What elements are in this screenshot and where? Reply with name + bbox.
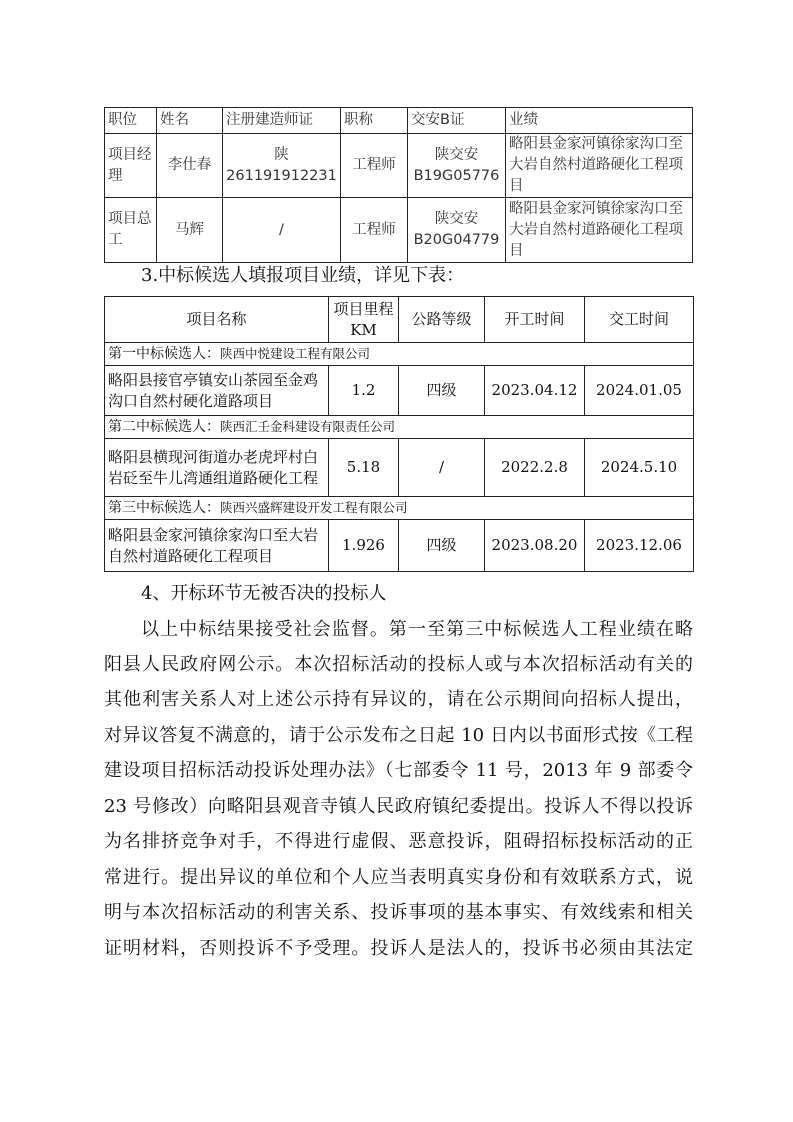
header-cell: 开工时间 [485,297,585,343]
paragraph-line: 23 号修改）向略阳县观音寺镇人民政府镇纪委提出。投诉人不得以投诉 [104,796,693,817]
start-date-cell: 2023.04.12 [485,366,585,416]
name-cell: 李仕春 [157,134,223,198]
project-name-cell: 略阳县金家河镇徐家沟口至大岩自然村道路硬化工程项目 [105,520,329,572]
header-cell: 职称 [341,108,408,134]
candidate-label: 第三中标候选人： [108,500,220,516]
start-date-cell: 2023.08.20 [485,520,585,572]
section-4-heading: 4、开标环节无被否决的投标人 [141,583,387,604]
table-header-row [105,297,694,343]
b-cert-prefix: 陕交安 [434,211,479,227]
project-name-cell: 略阳县接官亭镇安山茶园至金鸡沟口自然村硬化道路项目 [105,366,329,416]
b-cert-cell [408,134,506,198]
km-cell: 1.2 [329,366,399,416]
candidate-company: 陕西中悦建设工程有限公司 [220,346,371,361]
cert-cell [223,198,341,263]
candidate-row [105,343,694,366]
candidate-row [105,497,694,520]
candidate-company: 陕西兴盛辉建设开发工程有限公司 [220,500,408,515]
b-cert-prefix: 陕交安 [434,146,479,163]
position-cell: 项目经理 [105,134,157,198]
km-cell: 5.18 [329,439,399,497]
candidate-cell [105,497,694,520]
project-name-cell: 略阳县横现河街道办老虎坪村白岩砭至牛儿湾通组道路硬化工程 [105,439,329,497]
cert-prefix: 陕 [274,146,289,163]
title-cell: 工程师 [341,198,408,263]
candidate-row [105,416,694,439]
paragraph-line: 为名排挤竞争对手，不得进行虚假、恶意投诉，阻碍招标投标活动的正 [104,831,693,852]
header-cell: 注册建造师证 [223,108,341,134]
table-row [105,198,693,263]
header-cell: 职位 [105,108,157,134]
cert-number: 261191912231 [226,167,337,184]
candidate-label: 第二中标候选人： [108,419,220,435]
table-row [105,134,693,198]
paragraph-line: 阳县人民政府网公示。本次招标活动的投标人或与本次招标活动有关的 [104,654,693,675]
table-row [105,439,694,497]
candidate-company: 陕西汇壬金科建设有限责任公司 [220,419,396,434]
header-cell: 项目里程KM [329,297,399,343]
b-cert-number: B19G05776 [413,167,500,184]
grade-cell: / [399,439,485,497]
performance-cell: 略阳县金家河镇徐家沟口至大岩自然村道路硬化工程项目 [506,198,693,263]
start-date-cell: 2022.2.8 [485,439,585,497]
cert-cell [223,134,341,198]
b-cert-number: B20G04779 [413,232,500,248]
candidate-label: 第一中标候选人： [108,346,220,362]
paragraph-line: 对异议答复不满意的，请于公示发布之日起 10 日内以书面形式按《工程 [104,725,693,746]
paragraph-line: 其他利害关系人对上述公示持有异议的，请在公示期间向招标人提出， [104,689,693,710]
performance-cell: 略阳县金家河镇徐家沟口至大岩自然村道路硬化工程项目 [506,134,693,198]
grade-cell: 四级 [399,366,485,416]
end-date-cell: 2024.01.05 [585,366,694,416]
candidate-cell [105,416,694,439]
paragraph-line: 以上中标结果接受社会监督。第一至第三中标候选人工程业绩在略 [141,619,693,640]
header-cell: 姓名 [157,108,223,134]
header-cell: 业绩 [506,108,693,134]
header-cell: 公路等级 [399,297,485,343]
table-row [105,520,694,572]
header-cell: 项目名称 [105,297,329,343]
paragraph-line: 建设项目招标活动投诉处理办法》（七部委令 11 号，2013 年 9 部委令 [104,760,693,781]
title-cell: 工程师 [341,134,408,198]
paragraph-line: 证明材料，否则投诉不予受理。投诉人是法人的，投诉书必须由其法定 [104,938,693,959]
candidate-cell [105,343,694,366]
header-cell: 交安B证 [408,108,506,134]
project-staff-table [104,107,693,263]
end-date-cell: 2023.12.06 [585,520,694,572]
project-performance-table [104,296,694,572]
position-cell: 项目总工 [105,198,157,263]
paragraph-line: 常进行。提出异议的单位和个人应当表明真实身份和有效联系方式，说 [104,867,693,888]
end-date-cell: 2024.5.10 [585,439,694,497]
name-cell: 马辉 [157,198,223,263]
paragraph-line: 明与本次招标活动的利害关系、投诉事项的基本事实、有效线索和相关 [104,902,693,923]
b-cert-cell [408,198,506,263]
section-3-heading: 3.中标候选人填报项目业绩，详见下表： [141,265,465,286]
cert-number: / [279,221,284,238]
table-row [105,366,694,416]
header-cell: 交工时间 [585,297,694,343]
km-cell: 1.926 [329,520,399,572]
table-header-row [105,108,693,134]
grade-cell: 四级 [399,520,485,572]
